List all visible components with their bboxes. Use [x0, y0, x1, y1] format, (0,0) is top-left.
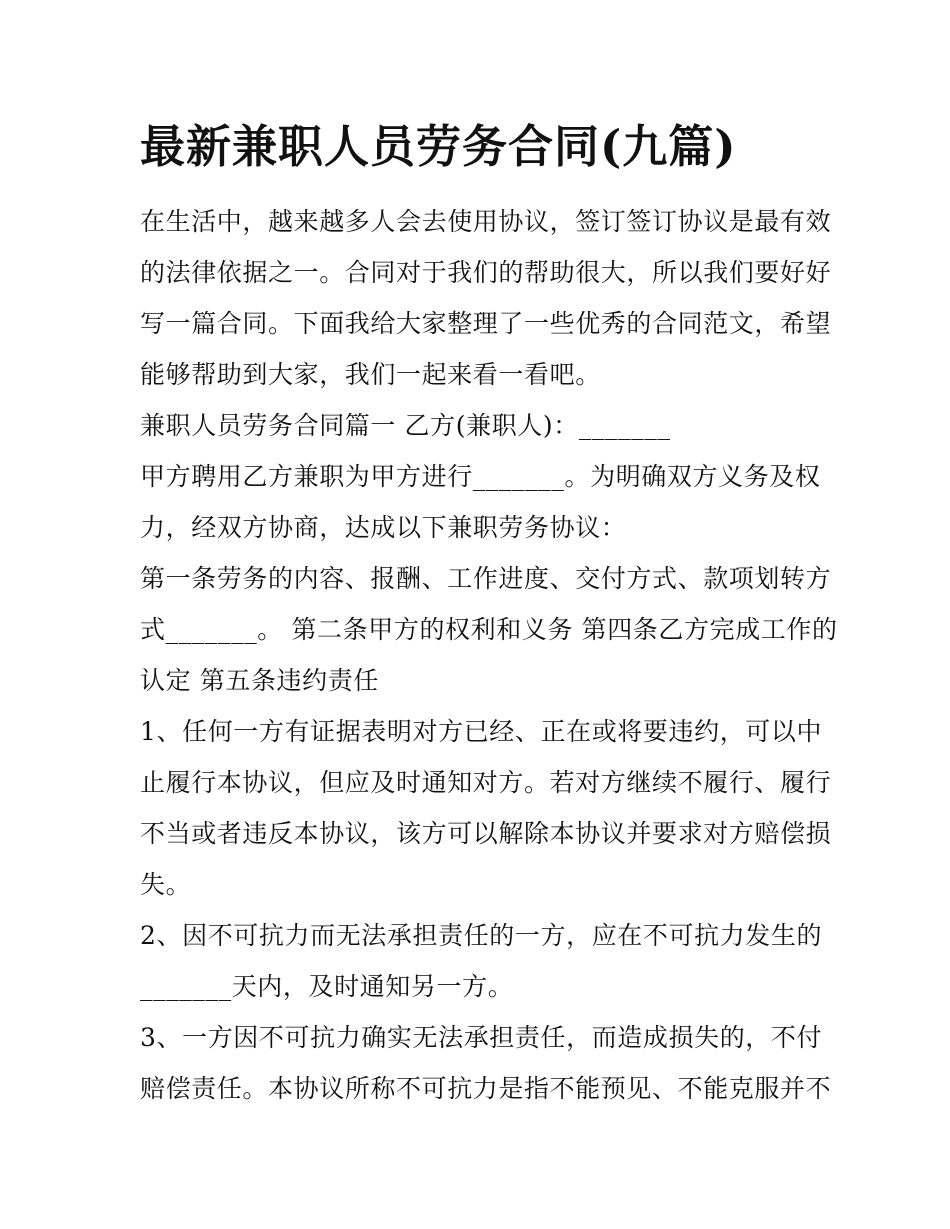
paragraph-line: 第一条劳务的内容、报酬、工作进度、交付方式、款项划转方 — [140, 564, 832, 593]
paragraph-line: 失。 — [140, 870, 192, 899]
paragraph-line: _______天内，及时通知另一方。 — [140, 972, 514, 1001]
paragraph-line: 兼职人员劳务合同篇一 乙方(兼职人)：_______ — [140, 411, 671, 440]
paragraph-line: 式_______。 第二条甲方的权利和义务 第四条乙方完成工作的 — [140, 615, 838, 644]
paragraph-line: 1、任何一方有证据表明对方已经、正在或将要违约，可以中 — [140, 717, 823, 746]
paragraph-line: 认定 第五条违约责任 — [140, 666, 379, 695]
paragraph-line: 能够帮助到大家，我们一起来看一看吧。 — [140, 360, 601, 389]
paragraph-line: 在生活中，越来越多人会去使用协议，签订签订协议是最有效 — [140, 207, 832, 236]
paragraph-line: 止履行本协议，但应及时通知对方。若对方继续不履行、履行 — [140, 768, 832, 797]
paragraph-line: 赔偿责任。本协议所称不可抗力是指不能预见、不能克服并不 — [140, 1074, 832, 1103]
paragraph-line: 3、一方因不可抗力确实无法承担责任，而造成损失的，不付 — [140, 1023, 823, 1052]
document-title: 最新兼职人员劳务合同(九篇) — [140, 120, 737, 173]
paragraph-line: 的法律依据之一。合同对于我们的帮助很大，所以我们要好好 — [140, 258, 832, 287]
paragraph-line: 2、因不可抗力而无法承担责任的一方，应在不可抗力发生的 — [140, 921, 823, 950]
paragraph-line: 不当或者违反本协议，该方可以解除本协议并要求对方赔偿损 — [140, 819, 832, 848]
paragraph-line: 力，经双方协商，达成以下兼职劳务协议： — [140, 513, 627, 542]
paragraph-line: 写一篇合同。下面我给大家整理了一些优秀的合同范文，希望 — [140, 309, 832, 338]
paragraph-line: 甲方聘用乙方兼职为甲方进行_______。为明确双方义务及权 — [140, 462, 821, 491]
